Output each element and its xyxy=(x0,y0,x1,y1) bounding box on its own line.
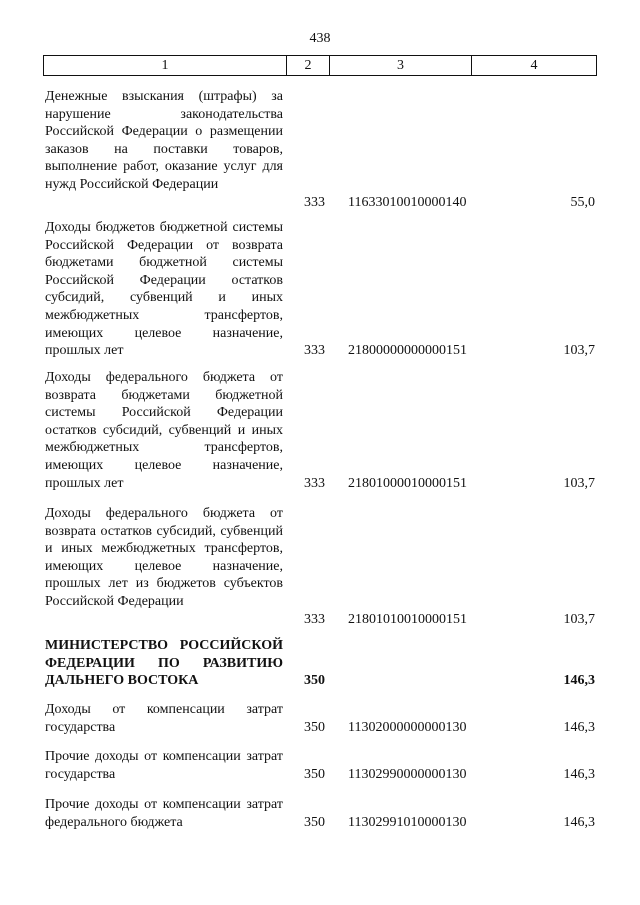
column-header-table xyxy=(43,55,597,76)
column-header-1: 1 xyxy=(44,56,287,76)
row-description: Прочие доходы от компенсации затрат государства xyxy=(45,749,283,782)
row-admin-code: 350 xyxy=(304,719,325,735)
row-kbk-code: 11302000000000130 xyxy=(348,719,467,735)
row-admin-code: 333 xyxy=(304,611,325,627)
row-amount: 103,7 xyxy=(563,611,595,627)
row-description: Доходы бюджетов бюджетной системы Российской Федерации от возврата бюджетами бюджетной системы Российской Федерации остатков субсидий, субвенций и иных межбюджетных трансфертов, имеющих целевое назначение, прошлых лет xyxy=(45,220,283,359)
row-description: Доходы от компенсации затрат государства xyxy=(45,702,283,735)
row-kbk-code: 21801010010000151 xyxy=(348,611,467,627)
row-kbk-code: 11633010010000140 xyxy=(348,194,467,210)
row-kbk-code: 11302990000000130 xyxy=(348,766,467,782)
row-admin-code: 350 xyxy=(304,766,325,782)
column-header-3: 3 xyxy=(330,56,472,76)
row-amount: 146,3 xyxy=(563,673,595,689)
row-description: Доходы федерального бюджета от возврата остатков субсидий, субвенций и иных межбюджетных трансфертов, имеющих целевое назначение, прошлых лет из бюджетов субъектов Российской Федерации xyxy=(45,506,283,609)
row-admin-code: 333 xyxy=(304,194,325,210)
row-amount: 146,3 xyxy=(563,766,595,782)
row-admin-code: 333 xyxy=(304,343,325,359)
row-description: Денежные взыскания (штрафы) за нарушение законодательства Российской Федерации о размещении заказов на поставки товаров, выполнение работ, оказание услуг для нужд Российской Федерации xyxy=(45,89,283,192)
row-amount: 146,3 xyxy=(563,719,595,735)
column-header-2: 2 xyxy=(287,56,330,76)
row-admin-code: 350 xyxy=(304,673,325,689)
column-header-4: 4 xyxy=(472,56,597,76)
row-amount: 55,0 xyxy=(570,194,595,210)
row-amount: 146,3 xyxy=(563,814,595,830)
row-amount: 103,7 xyxy=(563,343,595,359)
row-kbk-code: 11302991010000130 xyxy=(348,814,467,830)
row-admin-code: 333 xyxy=(304,475,325,491)
row-admin-code: 350 xyxy=(304,814,325,830)
row-kbk-code: 21801000010000151 xyxy=(348,475,467,491)
row-description: Доходы федерального бюджета от возврата бюджетами бюджетной системы Российской Федерации остатков субсидий, субвенций и иных межбюджетных трансфертов, имеющих целевое назначение, прошлых лет xyxy=(45,370,283,491)
row-kbk-code: 21800000000000151 xyxy=(348,343,467,359)
page-number: 438 xyxy=(309,31,331,46)
row-description: МИНИСТЕРСТВО РОССИЙСКОЙ ФЕДЕРАЦИИ ПО РАЗВИТИЮ ДАЛЬНЕГО ВОСТОКА xyxy=(45,638,283,689)
row-amount: 103,7 xyxy=(563,475,595,491)
row-description: Прочие доходы от компенсации затрат федерального бюджета xyxy=(45,797,283,830)
